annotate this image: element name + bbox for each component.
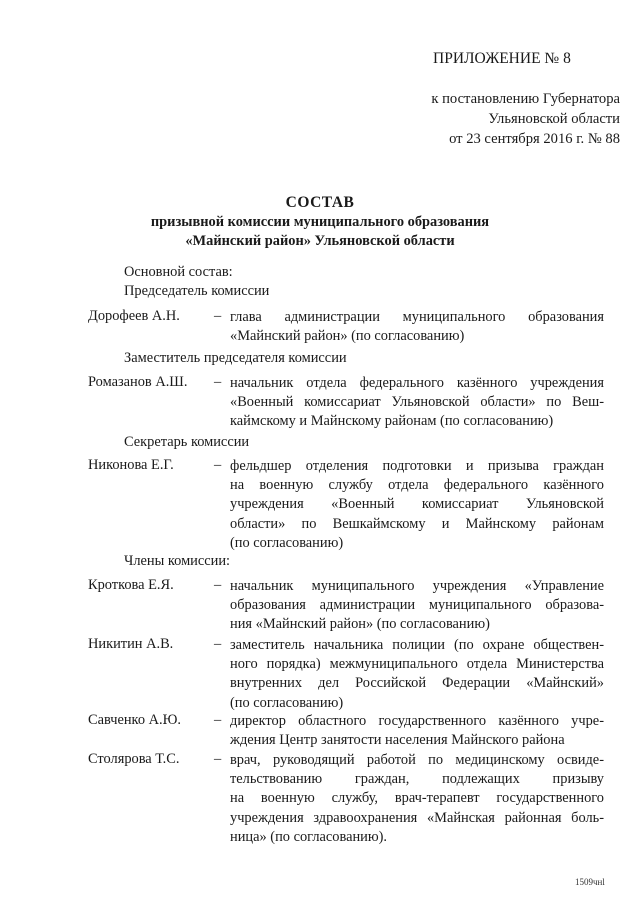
dash: – <box>214 457 222 473</box>
dash: – <box>214 308 222 324</box>
member-description <box>230 751 604 847</box>
dash: – <box>214 374 222 390</box>
description-line: ница» (по согласованию). <box>230 828 388 845</box>
description-line: тельствованию граждан, подлежащих призыву <box>230 771 604 788</box>
description-line: врач, руководящий работой по медицинскому освиде- <box>230 752 604 768</box>
description-line: «Военный комиссариат Ульяновской области» по Веш- <box>230 394 604 411</box>
member-name: Савченко А.Ю. <box>88 712 181 728</box>
member-name: Столярова Т.С. <box>88 751 180 767</box>
description-line: начальник отдела федерального казённого учреждения <box>230 375 604 391</box>
description-line: фельдшер отделения подготовки и призыва граждан <box>230 458 604 474</box>
description-line: ждения Центр занятости населения Майнского района <box>230 732 565 749</box>
description-line: внутренних дел Российской Федерации «Майнский» <box>230 675 604 692</box>
description-line: «Майнский район» (по согласованию) <box>230 328 465 345</box>
appendix-number: ПРИЛОЖЕНИЕ № 8 <box>433 50 571 67</box>
section-secretary: Секретарь комиссии <box>124 434 250 450</box>
description-line: (по согласованию) <box>230 534 344 551</box>
section-deputy: Заместитель председателя комиссии <box>124 350 347 366</box>
description-line: ного порядка) межмуниципального отдела Министерства <box>230 656 604 673</box>
description-line: области» по Вешкаймскому и Майнскому районам <box>230 515 604 532</box>
member-name: Никитин А.В. <box>88 636 174 652</box>
member-description <box>230 374 604 432</box>
decree-reference <box>380 89 620 149</box>
description-line: на военную службу отдела федерального казённого <box>230 477 604 494</box>
member-description <box>230 712 604 750</box>
decree-line: Ульяновской области <box>488 111 620 127</box>
description-line: учреждения «Военный комиссариат Ульяновской <box>230 496 604 513</box>
member-description <box>230 636 604 713</box>
member-description <box>230 577 604 635</box>
dash: – <box>214 636 222 652</box>
subtitle-line: «Майнский район» Ульяновской области <box>185 233 455 249</box>
member-description <box>230 457 604 553</box>
subtitle-line: призывной комиссии муниципального образования <box>150 214 490 230</box>
member-name: Кроткова Е.Я. <box>88 577 174 593</box>
description-line: (по согласованию) <box>230 694 344 711</box>
description-line: начальник муниципального учреждения «Управление <box>230 578 604 594</box>
description-line: учреждения здравоохранения «Майнская районная боль- <box>230 809 604 826</box>
section-members: Члены комиссии: <box>124 553 231 569</box>
member-name: Никонова Е.Г. <box>88 457 174 473</box>
description-line: директор областного государственного казённого учре- <box>230 713 604 729</box>
member-description <box>230 308 604 346</box>
dash: – <box>214 712 222 728</box>
dash: – <box>214 577 222 593</box>
decree-line: к постановлению Губернатора <box>431 91 620 107</box>
document-code: 1509чнl <box>575 877 605 887</box>
description-line: глава администрации муниципального образования <box>230 309 604 325</box>
section-chairman: Председатель комиссии <box>124 283 270 299</box>
member-name: Дорофеев А.Н. <box>88 308 180 324</box>
document-subtitle <box>0 213 640 251</box>
section-main-composition: Основной состав: <box>124 264 233 280</box>
description-line: заместитель начальника полиции (по охране обществен- <box>230 637 604 653</box>
description-line: каймскому и Майнскому районам (по согласованию) <box>230 413 554 430</box>
decree-line: от 23 сентября 2016 г. № 88 <box>449 131 620 147</box>
description-line: ния «Майнский район» (по согласованию) <box>230 616 490 633</box>
dash: – <box>214 751 222 767</box>
description-line: на военную службу, врач-терапевт государственного <box>230 790 604 807</box>
member-name: Ромазанов А.Ш. <box>88 374 188 390</box>
description-line: образования администрации муниципального образова- <box>230 597 604 614</box>
document-title: СОСТАВ <box>285 194 355 211</box>
